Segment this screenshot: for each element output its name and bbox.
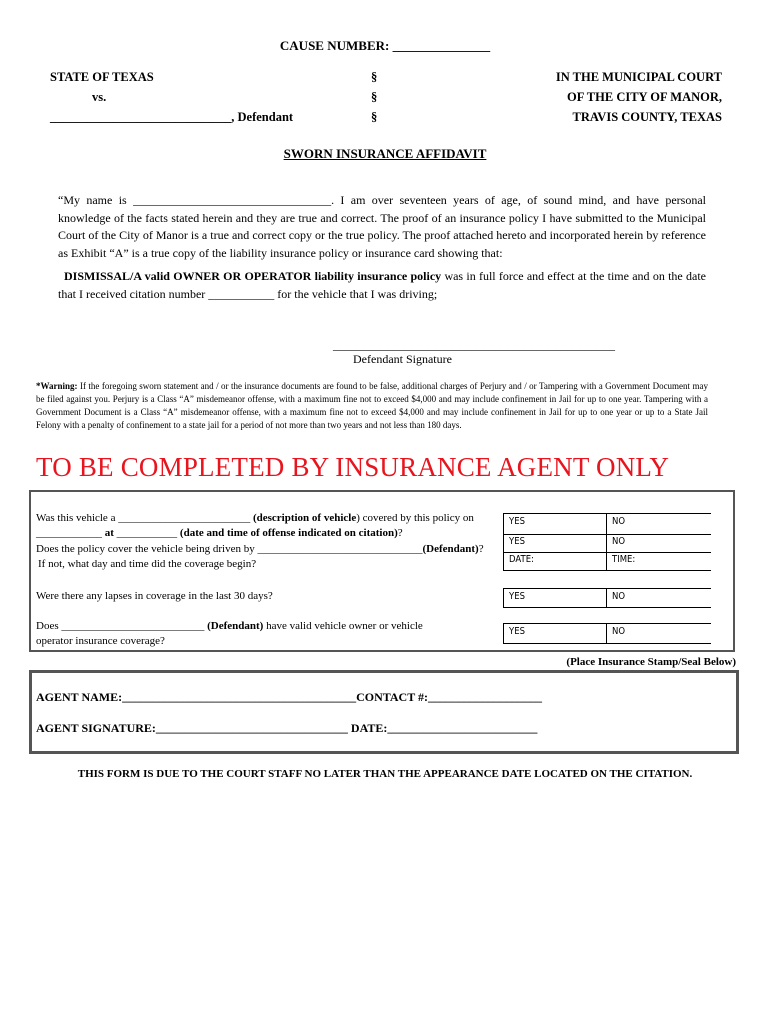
caption-state: STATE OF TEXAS xyxy=(50,70,154,84)
answer-grid-line xyxy=(503,513,711,514)
agent-section-heading: TO BE COMPLETED BY INSURANCE AGENT ONLY xyxy=(36,452,670,482)
no-option-policy[interactable]: NO xyxy=(612,536,626,547)
yes-option-lapses[interactable]: YES xyxy=(509,591,525,602)
answer-grid-line xyxy=(503,570,711,571)
agent-signature-date-field[interactable]: AGENT SIGNATURE:________________________________ DATE:_________________________ xyxy=(36,721,538,735)
answer-grid-line xyxy=(503,623,504,643)
section-mark: § xyxy=(371,70,378,84)
question-valid-coverage-cont: operator insurance coverage? xyxy=(36,635,165,647)
caption-county: TRAVIS COUNTY, TEXAS xyxy=(572,110,722,124)
coverage-time-field[interactable]: TIME: xyxy=(612,554,636,565)
yes-option-valid[interactable]: YES xyxy=(509,626,525,637)
answer-grid-line xyxy=(503,588,711,589)
caption-vs: vs. xyxy=(92,90,107,104)
dismissal-text: DISMISSAL/A valid OWNER OR OPERATOR liability insurance policy xyxy=(64,269,442,283)
section-mark: § xyxy=(371,90,378,104)
defendant-signature-label: Defendant Signature xyxy=(353,352,452,366)
cause-number: CAUSE NUMBER: _______________ xyxy=(279,38,491,53)
question-lapses: Were there any lapses in coverage in the last 30 days? xyxy=(36,590,273,602)
answer-grid-line xyxy=(503,607,711,608)
agent-name-contact-field[interactable]: AGENT NAME:_______________________________________CONTACT #:___________________ xyxy=(36,690,543,704)
section-mark: § xyxy=(371,110,378,124)
question-vehicle-covered: Was this vehicle a ________________________ (description of vehicle) covered by this policy on xyxy=(36,512,474,524)
answer-grid-line xyxy=(606,513,607,571)
answer-grid-line xyxy=(503,588,504,607)
coverage-date-field[interactable]: DATE: xyxy=(509,554,534,565)
warning-text: *Warning: If the foregoing sworn statement and / or the insurance documents are found to be false, additional charges of Perjury and / or Tampering with a Government Document may be filed against you. Perjury is a Class “A” misdemeanor offense, with a maximum fine not to exceed $4,000 and may include confinement in Jail for up to one year. Tampering with a Government Document is a Class “A” misdemeanor offense, with a maximum fine not to exceed $4,000 and may include confinement in Jail for up to one year or up to a State Jail Felony with a penalty of confinement to a state jail for a period of not more than two years and not less than 180 days. xyxy=(36,381,708,430)
agent-info-box xyxy=(29,670,739,754)
question-date-time: ____________ at ___________ (date and time of offense indicated on citation)? xyxy=(36,527,403,539)
yes-option-vehicle[interactable]: YES xyxy=(509,516,525,527)
no-option-vehicle[interactable]: NO xyxy=(612,516,626,527)
affidavit-paragraph-2 xyxy=(58,268,706,303)
question-valid-coverage: Does __________________________ (Defendant) have valid vehicle owner or vehicle xyxy=(36,620,423,632)
answer-grid-line xyxy=(503,623,711,624)
answer-grid-line xyxy=(606,588,607,607)
affidavit-paragraph-1: “My name is _________________________________. I am over seventeen years of age, of sound mind, and have personal knowledge of the facts stated herein and they are true and correct. The proof of an insurance policy I have submitted to the Municipal Court of the City of Manor is a true and correct copy or the true policy. The proof attached hereto and incorporated herein by reference as Exhibit “A” is a true copy of the liability insurance policy or insurance card showing that: xyxy=(58,193,706,260)
stamp-seal-note: (Place Insurance Stamp/Seal Below) xyxy=(566,656,736,668)
answer-grid-line xyxy=(503,513,504,571)
caption-court: IN THE MUNICIPAL COURT xyxy=(555,70,722,84)
paragraph-2-rest: was in full force and effect at the time and on the date that I received citation number ___________ for the vehicle that I was driving; xyxy=(58,269,707,301)
footer-notice: THIS FORM IS DUE TO THE COURT STAFF NO LATER THAN THE APPEARANCE DATE LOCATED ON THE CITATION. xyxy=(77,768,693,780)
caption-city: OF THE CITY OF MANOR, xyxy=(567,90,722,104)
no-option-valid[interactable]: NO xyxy=(612,626,626,637)
question-coverage-begin: If not, what day and time did the coverage begin? xyxy=(38,558,257,570)
answer-grid-line xyxy=(503,534,711,535)
no-option-lapses[interactable]: NO xyxy=(612,591,626,602)
answer-grid-line xyxy=(503,552,711,553)
page-title: SWORN INSURANCE AFFIDAVIT xyxy=(283,146,487,161)
caption-defendant: _____________________________, Defendant xyxy=(50,110,294,124)
defendant-signature-line[interactable]: _______________________________________________ xyxy=(333,338,615,352)
answer-grid-line xyxy=(503,643,711,644)
answer-grid-line xyxy=(606,623,607,643)
yes-option-policy[interactable]: YES xyxy=(509,536,525,547)
warning-label: *Warning: xyxy=(36,381,78,391)
question-policy-covers-defendant: Does the policy cover the vehicle being driven by ______________________________(Defendant)? xyxy=(36,543,484,555)
